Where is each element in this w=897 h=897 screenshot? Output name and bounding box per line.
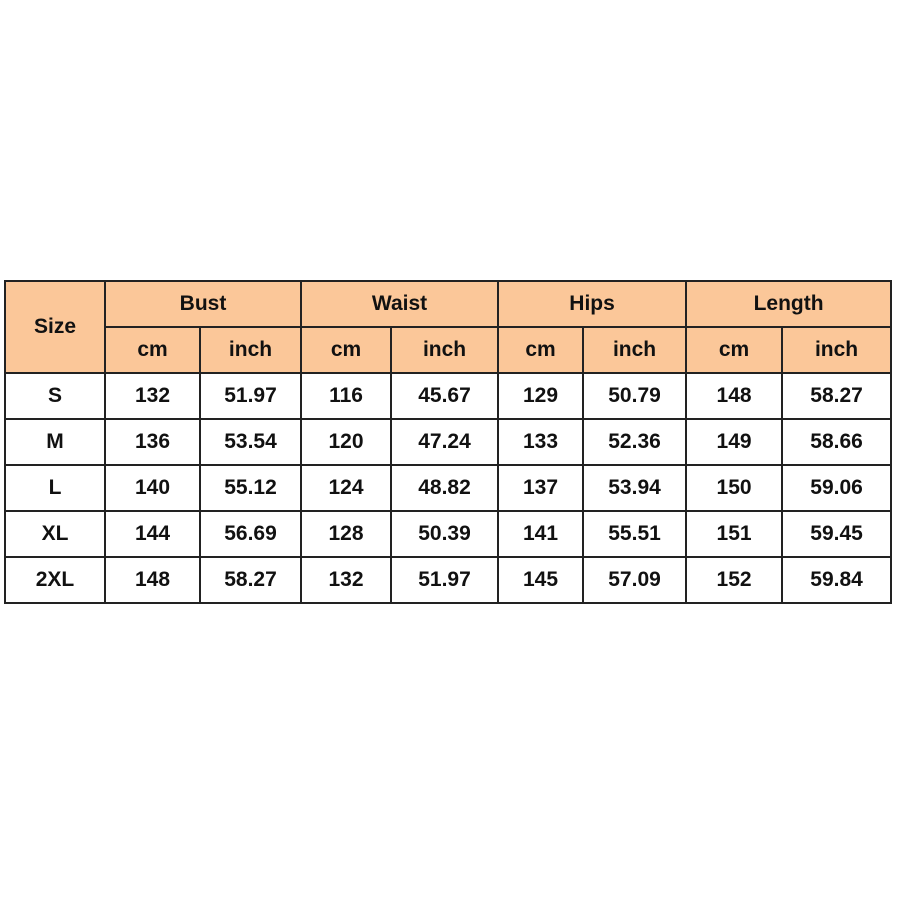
size-header: Size	[5, 281, 105, 373]
table-row	[5, 557, 891, 603]
table-cell: 51.97	[391, 557, 498, 603]
table-cell: 53.54	[200, 419, 301, 465]
table-cell: 45.67	[391, 373, 498, 419]
size-cell: XL	[5, 511, 105, 557]
table-cell: 59.84	[782, 557, 891, 603]
unit-header: cm	[686, 327, 782, 373]
header-row-units	[5, 327, 891, 373]
table-cell: 57.09	[583, 557, 686, 603]
table-cell: 128	[301, 511, 391, 557]
table-cell: 141	[498, 511, 583, 557]
group-header-length: Length	[686, 281, 891, 327]
table-cell: 56.69	[200, 511, 301, 557]
table-cell: 144	[105, 511, 200, 557]
table-cell: 129	[498, 373, 583, 419]
unit-header: cm	[498, 327, 583, 373]
group-header-hips: Hips	[498, 281, 686, 327]
table-row	[5, 511, 891, 557]
table-cell: 145	[498, 557, 583, 603]
table-row	[5, 465, 891, 511]
size-cell: L	[5, 465, 105, 511]
table-cell: 120	[301, 419, 391, 465]
table-cell: 133	[498, 419, 583, 465]
unit-header: cm	[105, 327, 200, 373]
group-header-bust: Bust	[105, 281, 301, 327]
unit-header: inch	[782, 327, 891, 373]
table-cell: 151	[686, 511, 782, 557]
table-cell: 137	[498, 465, 583, 511]
header-row-groups	[5, 281, 891, 327]
table-cell: 48.82	[391, 465, 498, 511]
table-cell: 152	[686, 557, 782, 603]
table-cell: 148	[686, 373, 782, 419]
table-cell: 50.79	[583, 373, 686, 419]
unit-header: cm	[301, 327, 391, 373]
table-cell: 149	[686, 419, 782, 465]
table-row	[5, 419, 891, 465]
table-cell: 148	[105, 557, 200, 603]
table-cell: 140	[105, 465, 200, 511]
table-cell: 116	[301, 373, 391, 419]
unit-header: inch	[200, 327, 301, 373]
size-chart-table	[4, 280, 892, 604]
table-cell: 53.94	[583, 465, 686, 511]
size-cell: 2XL	[5, 557, 105, 603]
unit-header: inch	[391, 327, 498, 373]
unit-header: inch	[583, 327, 686, 373]
table-cell: 58.66	[782, 419, 891, 465]
table-cell: 55.12	[200, 465, 301, 511]
table-cell: 59.06	[782, 465, 891, 511]
group-header-waist: Waist	[301, 281, 498, 327]
size-cell: S	[5, 373, 105, 419]
table-cell: 132	[301, 557, 391, 603]
table-cell: 55.51	[583, 511, 686, 557]
table-cell: 136	[105, 419, 200, 465]
table-cell: 51.97	[200, 373, 301, 419]
table-cell: 150	[686, 465, 782, 511]
table-cell: 58.27	[782, 373, 891, 419]
table-cell: 132	[105, 373, 200, 419]
table-cell: 47.24	[391, 419, 498, 465]
table-cell: 50.39	[391, 511, 498, 557]
table-cell: 59.45	[782, 511, 891, 557]
table-cell: 52.36	[583, 419, 686, 465]
table-cell: 58.27	[200, 557, 301, 603]
size-cell: M	[5, 419, 105, 465]
table-cell: 124	[301, 465, 391, 511]
table-row	[5, 373, 891, 419]
